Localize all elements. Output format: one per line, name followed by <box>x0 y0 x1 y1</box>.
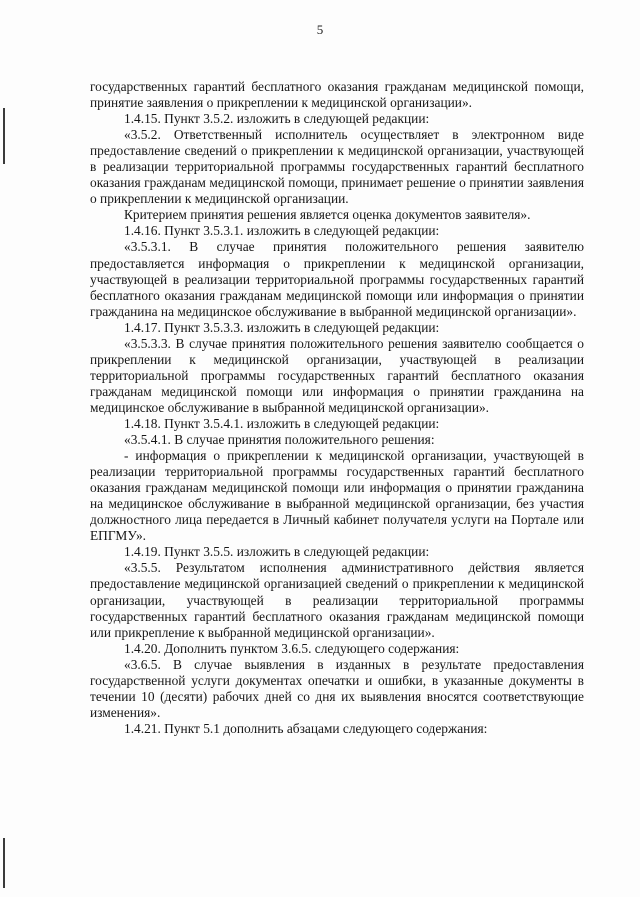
paragraph: «3.5.5. Результатом исполнения административного действия является предоставление медицинской организацией сведений о прикреплении к медицинской организации, участвующей в реализации территориальной программы государственных гарантий бесплатного оказания гражданам медицинской помощи или прикрепление к выбранной медицинской организации». <box>90 560 584 640</box>
page-number: 5 <box>316 22 324 37</box>
paragraph: государственных гарантий бесплатного оказания гражданам медицинской помощи, принятие заявления о прикреплении к медицинской организации». <box>90 79 584 111</box>
scan-edge-mark <box>3 108 5 164</box>
paragraph: «3.5.3.3. В случае принятия положительного решения заявителю сообщается о прикреплении к медицинской организации, участвующей в реализации территориальной программы государственных гарантий бесплатного оказания гражданам медицинской помощи или информация о принятии гражданина на медицинское обслуживание в выбранной медицинской организации». <box>90 335 584 415</box>
scan-edge-mark <box>3 838 5 888</box>
paragraph: «3.5.4.1. В случае принятия положительного решения: <box>124 432 435 448</box>
paragraph: 1.4.21. Пункт 5.1 дополнить абзацами следующего содержания: <box>124 720 488 736</box>
paragraph: «3.5.3.1. В случае принятия положительного решения заявителю предоставляется информация о прикреплении к медицинской организации, участвующей в реализации территориальной программы государственных гарантий бесплатного оказания гражданам медицинской помощи или информация о принятии гражданина на медицинское обслуживание в выбранной медицинской организации». <box>90 239 584 319</box>
paragraph: 1.4.17. Пункт 3.5.3.3. изложить в следующей редакции: <box>124 319 440 335</box>
paragraph: 1.4.18. Пункт 3.5.4.1. изложить в следующей редакции: <box>124 415 440 431</box>
paragraph: - информация о прикреплении к медицинской организации, участвующей в реализации территориальной программы государственных гарантий бесплатного оказания гражданам медицинской помощи или информация о принятии гражданина на медицинское обслуживание в выбранной медицинской организации, без участия должностного лица передается в Личный кабинет получателя услуги на Портале или ЕПГМУ». <box>90 448 584 544</box>
paragraph: 1.4.15. Пункт 3.5.2. изложить в следующей редакции: <box>124 111 430 127</box>
paragraph: «3.5.2. Ответственный исполнитель осуществляет в электронном виде предоставление сведений о прикреплении к медицинской организации, участвующей в реализации территориальной программы государственных гарантий бесплатного оказания гражданам медицинской помощи, принимает решение о принятии заявления о прикреплении к медицинской организации. <box>90 127 584 207</box>
paragraph: «3.6.5. В случае выявления в изданных в результате предоставления государственной услуги документах опечатки и ошибки, в указанные документы в течении 10 (десяти) рабочих дней со дня их выявления вносятся соответствующие изменения». <box>90 656 584 720</box>
paragraph: 1.4.19. Пункт 3.5.5. изложить в следующей редакции: <box>124 544 430 560</box>
paragraph: 1.4.20. Дополнить пунктом 3.6.5. следующего содержания: <box>124 640 460 656</box>
paragraph: 1.4.16. Пункт 3.5.3.1. изложить в следующей редакции: <box>124 223 440 239</box>
paragraph: Критерием принятия решения является оценка документов заявителя». <box>124 207 531 223</box>
document-body <box>90 79 584 737</box>
